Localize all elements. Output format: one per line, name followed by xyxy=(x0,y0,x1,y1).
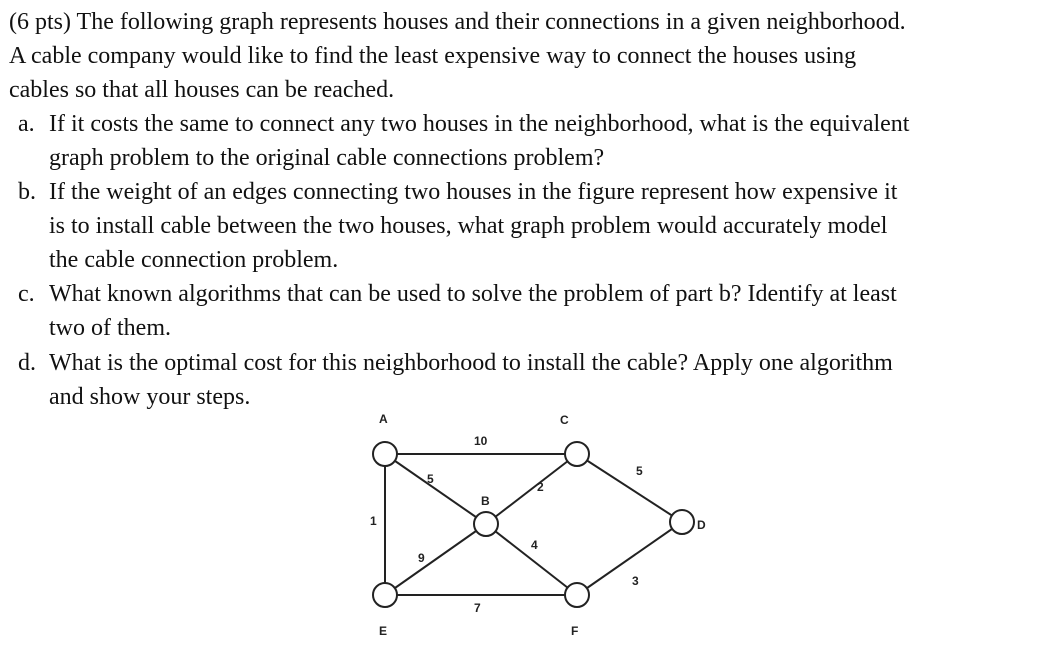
part-c-letter: c. xyxy=(18,281,35,307)
weight-a-e: 1 xyxy=(370,514,377,528)
edge-a-b xyxy=(385,454,486,524)
part-a-letter: a. xyxy=(18,111,35,137)
part-c-line-2: two of them. xyxy=(49,315,171,341)
part-d-letter: d. xyxy=(18,350,36,376)
edge-b-c xyxy=(486,454,577,524)
weight-a-c: 10 xyxy=(474,434,488,448)
node-d xyxy=(670,510,694,534)
node-f xyxy=(565,583,589,607)
part-a xyxy=(0,107,1048,175)
part-c xyxy=(0,277,1048,345)
weight-b-c: 2 xyxy=(537,480,544,494)
weight-e-f: 7 xyxy=(474,601,481,615)
node-e xyxy=(373,583,397,607)
node-label-b: B xyxy=(481,494,490,508)
node-label-f: F xyxy=(571,624,579,638)
part-b-letter: b. xyxy=(18,179,36,205)
node-label-c: C xyxy=(560,413,569,427)
part-d-line-1: What is the optimal cost for this neighborhood to install the cable? Apply one algorithm xyxy=(49,350,893,376)
graph-nodes xyxy=(373,442,694,607)
graph-node-labels xyxy=(379,412,706,638)
node-c xyxy=(565,442,589,466)
part-b-line-3: the cable connection problem. xyxy=(49,247,339,273)
node-b xyxy=(474,512,498,536)
weight-f-d: 3 xyxy=(632,574,639,588)
weight-c-d: 5 xyxy=(636,464,643,478)
part-a-line-2: graph problem to the original cable connections problem? xyxy=(49,145,605,171)
edge-f-d xyxy=(577,522,682,595)
edge-b-e xyxy=(385,524,486,595)
intro-line-3: cables so that all houses can be reached. xyxy=(9,77,395,103)
node-a xyxy=(373,442,397,466)
part-d-line-2: and show your steps. xyxy=(49,384,251,410)
problem-intro xyxy=(9,5,1041,107)
problem-parts-list xyxy=(0,107,1048,414)
node-label-d: D xyxy=(697,518,706,532)
edge-b-f xyxy=(486,524,577,595)
graph-edges xyxy=(385,454,682,595)
weight-a-b: 5 xyxy=(427,472,434,486)
graph-edge-weights xyxy=(370,434,643,615)
node-label-e: E xyxy=(379,624,388,638)
part-c-line-1: What known algorithms that can be used to solve the problem of part b? Identify at least xyxy=(49,281,897,307)
node-label-a: A xyxy=(379,412,388,426)
part-b-line-1: If the weight of an edges connecting two houses in the figure represent how expensive it xyxy=(49,179,898,205)
intro-line-2: A cable company would like to find the least expensive way to connect the houses using xyxy=(9,43,857,69)
weight-b-e: 9 xyxy=(418,551,425,565)
edge-c-d xyxy=(577,454,682,522)
intro-line-1: (6 pts) The following graph represents houses and their connections in a given neighborhood. xyxy=(9,9,906,35)
part-d xyxy=(0,346,1048,414)
weight-b-f: 4 xyxy=(531,538,538,552)
part-a-line-1: If it costs the same to connect any two houses in the neighborhood, what is the equivalent xyxy=(49,111,910,137)
part-b xyxy=(0,175,1048,277)
part-b-line-2: is to install cable between the two houses, what graph problem would accurately model xyxy=(49,213,888,239)
